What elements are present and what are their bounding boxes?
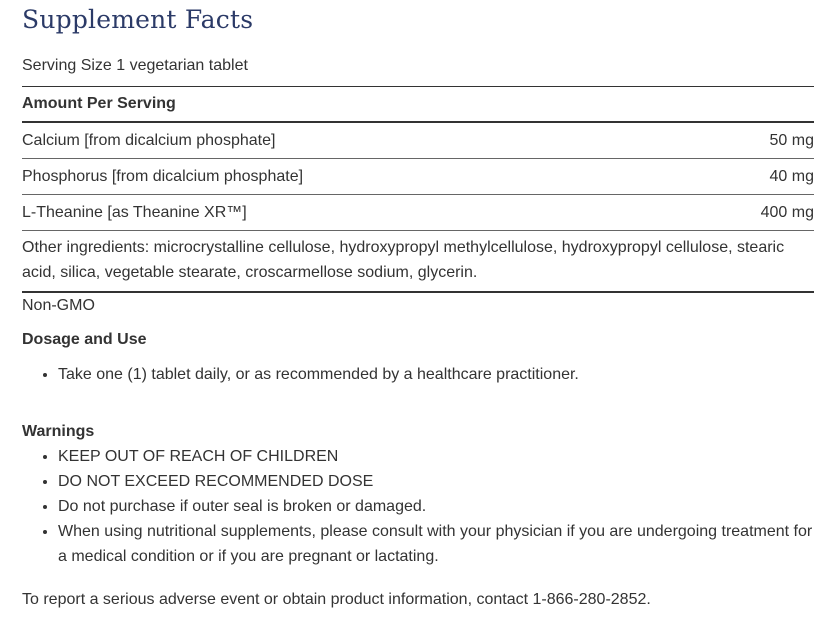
nutrient-name: Phosphorus [from dicalcium phosphate] [22, 168, 304, 185]
serving-size: Serving Size 1 vegetarian tablet [22, 57, 248, 74]
dosage-list [22, 362, 814, 387]
list-item: • Take one (1) tablet daily, or as recommended by a healthcare practitioner. [58, 362, 814, 387]
supplement-facts-page [22, 0, 814, 611]
facts-row [22, 159, 814, 195]
non-gmo-label: Non-GMO [22, 297, 95, 314]
facts-row [22, 195, 814, 231]
nutrient-amount: 50 mg [769, 132, 814, 149]
report-contact: To report a serious adverse event or obtain product information, contact 1-866-280-2852. [22, 591, 651, 608]
dosage-title: Dosage and Use [22, 331, 147, 348]
facts-row [22, 123, 814, 159]
list-item: • KEEP OUT OF REACH OF CHILDREN [58, 444, 814, 469]
nutrient-amount: 40 mg [769, 168, 814, 185]
list-item: • When using nutritional supplements, please consult with your physician if you are undergoing treatment for a medical condition or if you are pregnant or lactating. [58, 519, 814, 569]
warnings-title: Warnings [22, 423, 95, 440]
nutrient-amount: 400 mg [760, 204, 814, 221]
list-item: • Do not purchase if outer seal is broken or damaged. [58, 494, 814, 519]
list-item: • DO NOT EXCEED RECOMMENDED DOSE [58, 469, 814, 494]
nutrient-name: L-Theanine [as Theanine XR™] [22, 204, 247, 221]
nutrient-name: Calcium [from dicalcium phosphate] [22, 132, 276, 149]
warnings-list [22, 444, 814, 569]
other-ingredients: Other ingredients: microcrystalline cellulose, hydroxypropyl methylcellulose, hydroxypropyl cellulose, stearic acid, silica, vegetable stearate, croscarmellose sodium, glycerin. [22, 231, 814, 293]
facts-header: Amount Per Serving [22, 87, 814, 123]
page-title: Supplement Facts [22, 5, 254, 34]
facts-table [22, 86, 814, 293]
